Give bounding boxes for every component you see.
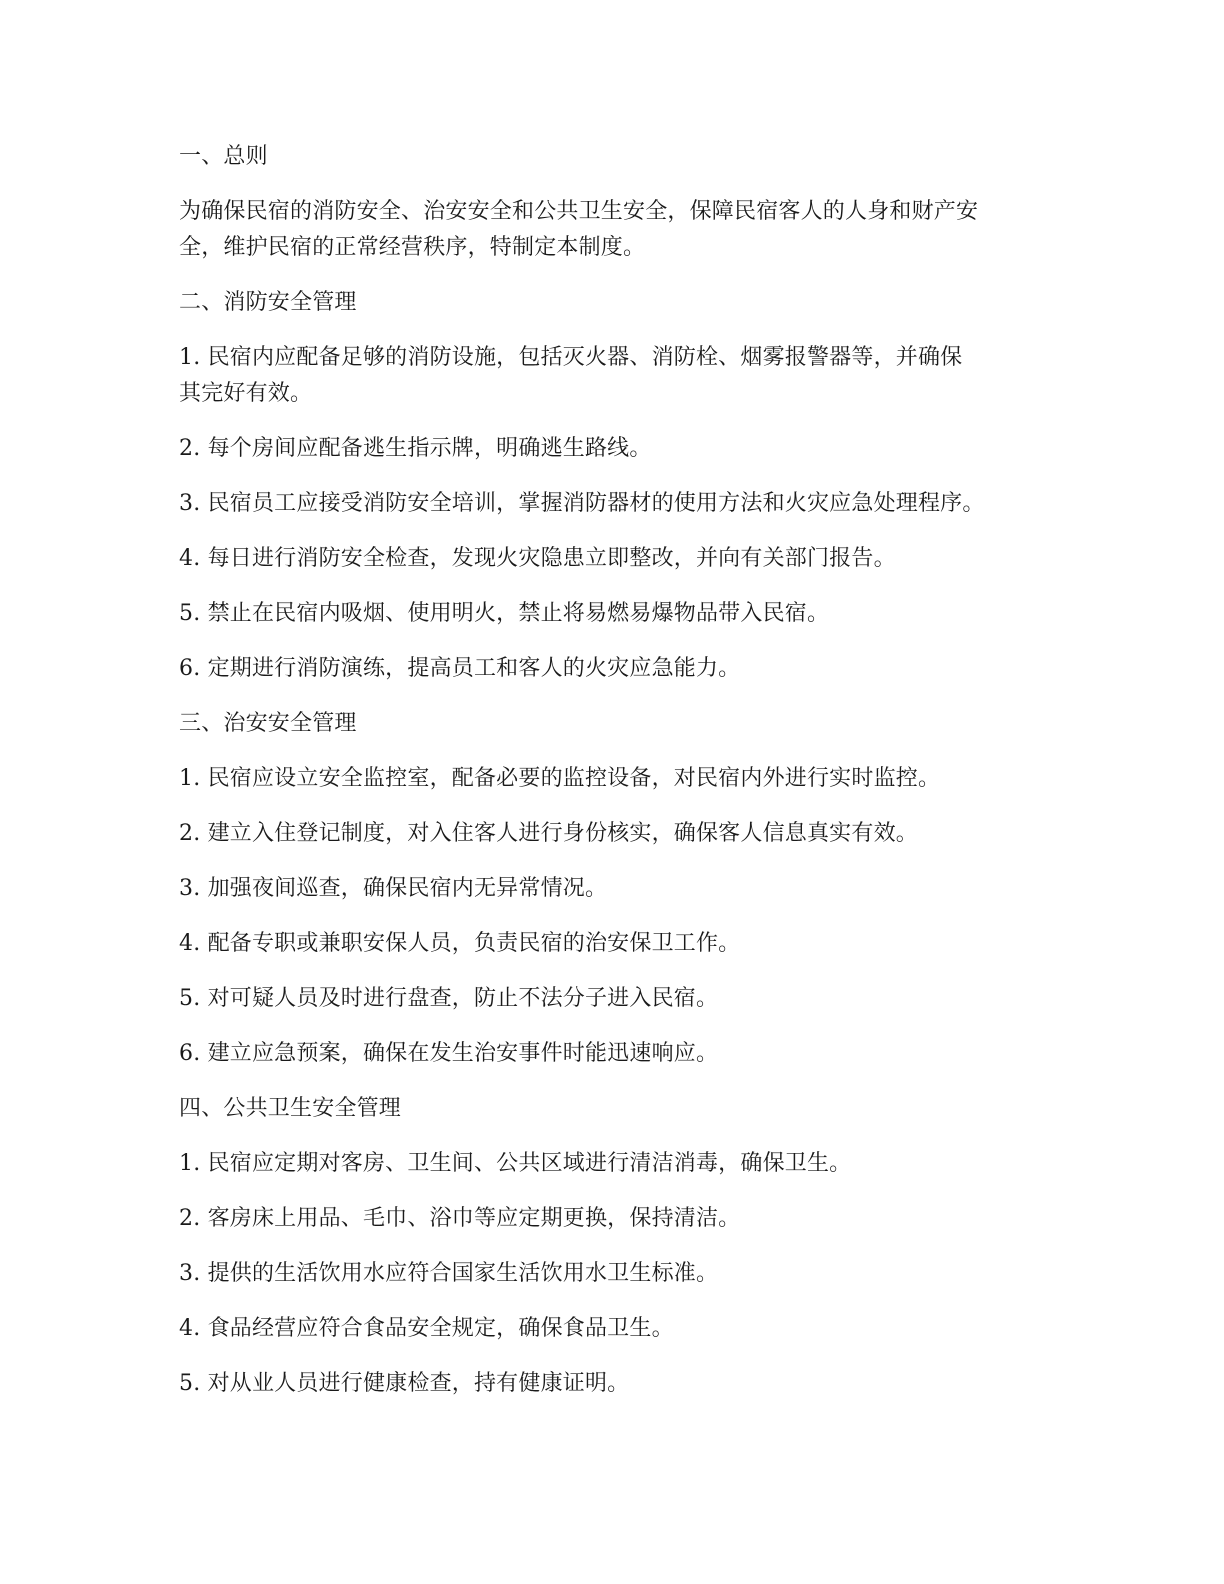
list-item xyxy=(179,431,1059,467)
list-item-line: 5. 对从业人员进行健康检查，持有健康证明。 xyxy=(179,1371,630,1396)
list-item xyxy=(179,1146,1059,1182)
list-item-line: 4. 配备专职或兼职安保人员，负责民宿的治安保卫工作。 xyxy=(179,931,741,956)
section-heading-public-health: 四、公共卫生安全管理 xyxy=(179,1096,402,1121)
list-item-line: 2. 建立入住登记制度，对入住客人进行身份核实，确保客人信息真实有效。 xyxy=(179,821,918,846)
list-item-line: 2. 客房床上用品、毛巾、浴巾等应定期更换，保持清洁。 xyxy=(179,1206,741,1231)
list-item xyxy=(179,596,1059,632)
list-item xyxy=(179,1256,1059,1292)
list-item xyxy=(179,541,1059,577)
list-item-line: 4. 食品经营应符合食品安全规定，确保食品卫生。 xyxy=(179,1316,674,1341)
list-item xyxy=(179,761,1059,797)
section-heading-general: 一、总则 xyxy=(179,144,268,169)
list-item-line: 3. 加强夜间巡查，确保民宿内无异常情况。 xyxy=(179,876,608,901)
paragraph-line: 全，维护民宿的正常经营秩序，特制定本制度。 xyxy=(179,235,646,260)
section-heading-fire-safety: 二、消防安全管理 xyxy=(179,290,357,315)
list-item-line: 3. 提供的生活饮用水应符合国家生活饮用水卫生标准。 xyxy=(179,1261,719,1286)
list-item-line: 其完好有效。 xyxy=(179,381,313,406)
intro-paragraph xyxy=(179,194,1059,266)
list-item xyxy=(179,871,1059,907)
list-item-line: 6. 定期进行消防演练，提高员工和客人的火灾应急能力。 xyxy=(179,656,741,681)
section-heading-public-security: 三、治安安全管理 xyxy=(179,711,357,736)
list-item-line: 4. 每日进行消防安全检查，发现火灾隐患立即整改，并向有关部门报告。 xyxy=(179,546,896,571)
list-item xyxy=(179,651,1059,687)
list-item-line: 1. 民宿应设立安全监控室，配备必要的监控设备，对民宿内外进行实时监控。 xyxy=(179,766,941,791)
paragraph-line: 为确保民宿的消防安全、治安安全和公共卫生安全，保障民宿客人的人身和财产安 xyxy=(179,199,979,224)
list-item xyxy=(179,340,1059,412)
list-item xyxy=(179,486,1059,522)
list-item-line: 5. 禁止在民宿内吸烟、使用明火，禁止将易燃易爆物品带入民宿。 xyxy=(179,601,830,626)
list-item-line: 2. 每个房间应配备逃生指示牌，明确逃生路线。 xyxy=(179,436,652,461)
list-item xyxy=(179,1311,1059,1347)
list-item-line: 1. 民宿内应配备足够的消防设施，包括灭火器、消防栓、烟雾报警器等，并确保 xyxy=(179,345,963,370)
list-item xyxy=(179,981,1059,1017)
list-item xyxy=(179,816,1059,852)
list-item-line: 1. 民宿应定期对客房、卫生间、公共区域进行清洁消毒，确保卫生。 xyxy=(179,1151,852,1176)
list-item xyxy=(179,1366,1059,1402)
document-page xyxy=(179,139,1059,1421)
list-item-line: 5. 对可疑人员及时进行盘查，防止不法分子进入民宿。 xyxy=(179,986,719,1011)
list-item-line: 3. 民宿员工应接受消防安全培训，掌握消防器材的使用方法和火灾应急处理程序。 xyxy=(179,491,985,516)
list-item xyxy=(179,1036,1059,1072)
list-item-line: 6. 建立应急预案，确保在发生治安事件时能迅速响应。 xyxy=(179,1041,719,1066)
list-item xyxy=(179,1201,1059,1237)
list-item xyxy=(179,926,1059,962)
